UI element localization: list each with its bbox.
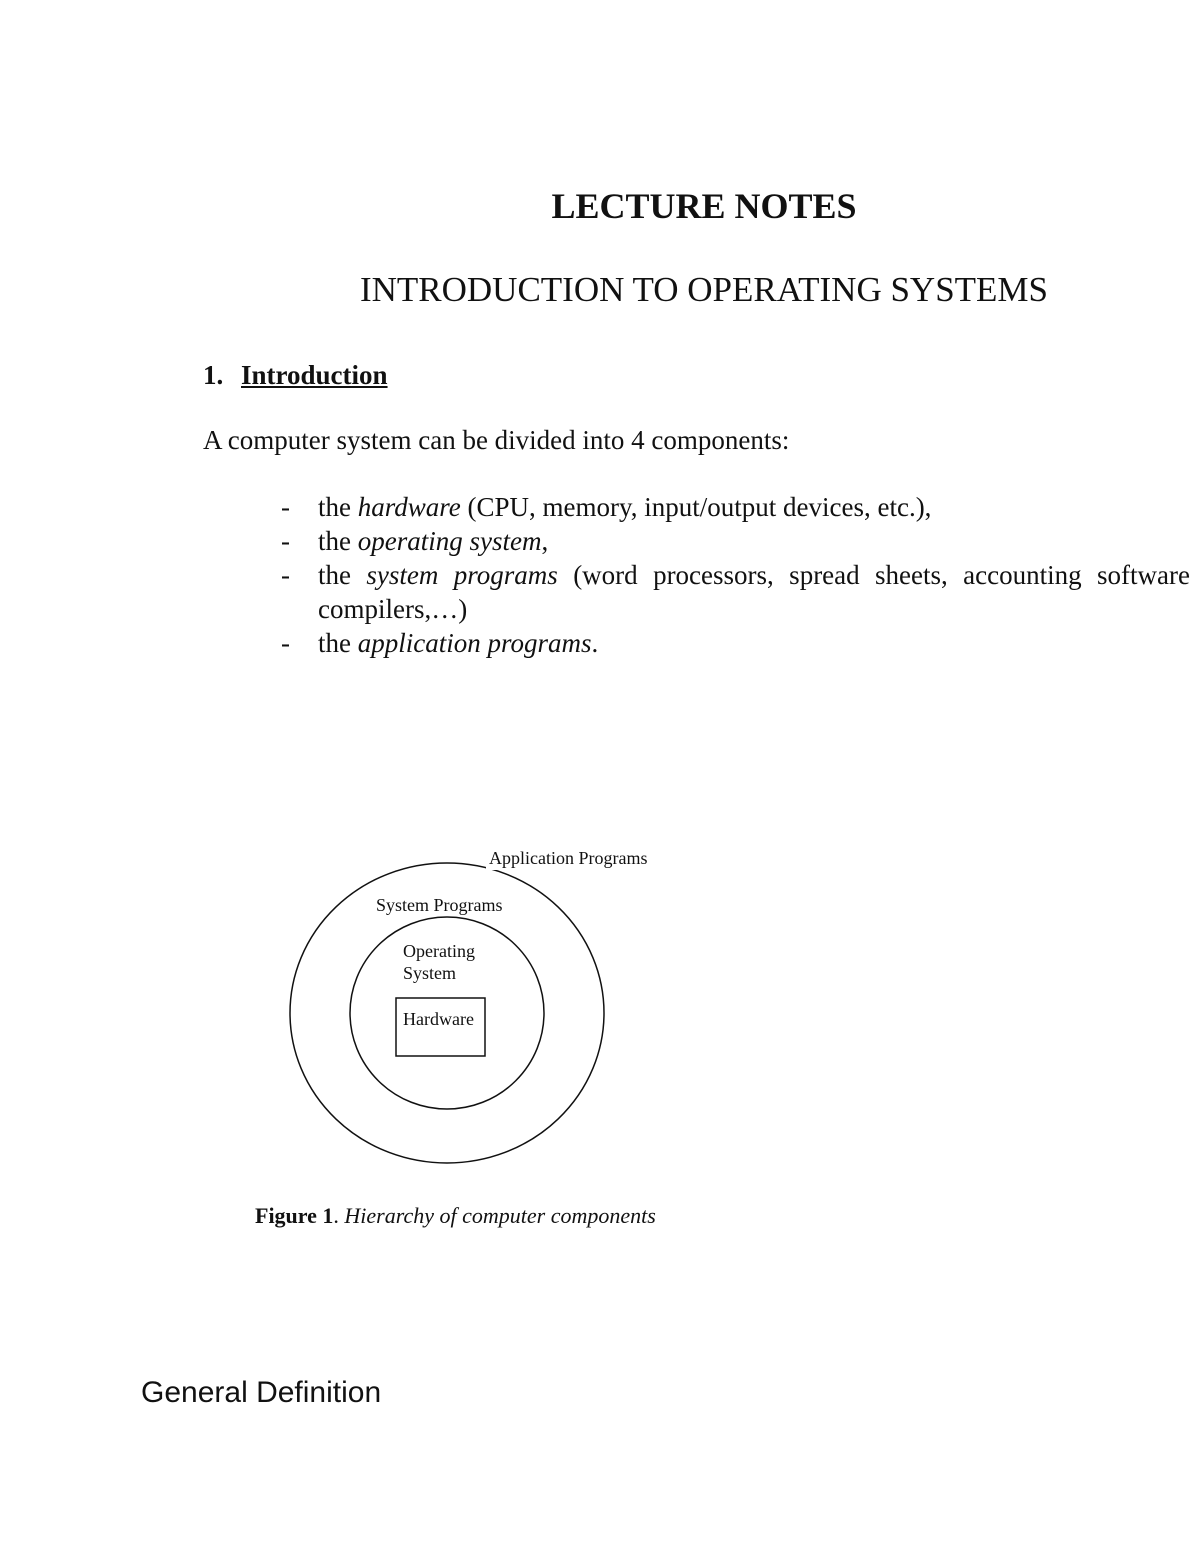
list-item-text: the operating system, xyxy=(318,526,549,556)
application-programs-label: Application Programs xyxy=(489,848,648,868)
bullet-dash: - xyxy=(281,492,290,522)
bullet-dash: - xyxy=(281,560,290,590)
list-item-continuation: compilers,…) xyxy=(318,594,468,624)
list-item-term: system programs xyxy=(366,560,558,590)
system-programs-label: System Programs xyxy=(376,895,503,915)
section-number: 1. xyxy=(203,360,224,390)
list-item-term: operating system xyxy=(357,526,542,556)
list-item-text: the hardware (CPU, memory, input/output devices, etc.), xyxy=(318,492,932,522)
figure-caption-label: Figure 1 xyxy=(255,1203,334,1228)
bullet-dash: - xyxy=(281,628,290,658)
operating-system-label-line2: System xyxy=(403,963,457,983)
section-title: Introduction xyxy=(241,360,388,390)
page-subtitle: INTRODUCTION TO OPERATING SYSTEMS xyxy=(359,270,1049,309)
intro-paragraph: A computer system can be divided into 4 components: xyxy=(203,425,790,455)
list-item-term: application programs xyxy=(357,628,592,658)
list-item-text: the system programs (word processors, spread sheets, accounting software xyxy=(318,560,1190,590)
page-title: LECTURE NOTES xyxy=(551,186,857,226)
operating-system-label-line1: Operating xyxy=(403,941,475,961)
figure-caption-text: Hierarchy of computer components xyxy=(344,1203,656,1228)
hardware-label: Hardware xyxy=(403,1009,474,1029)
general-definition-heading: General Definition xyxy=(141,1376,382,1409)
figure-caption: Figure 1. Hierarchy of computer components xyxy=(255,1203,656,1228)
list-item-term: hardware xyxy=(357,492,461,522)
list-item-text: the application programs. xyxy=(318,628,599,658)
bullet-dash: - xyxy=(281,526,290,556)
